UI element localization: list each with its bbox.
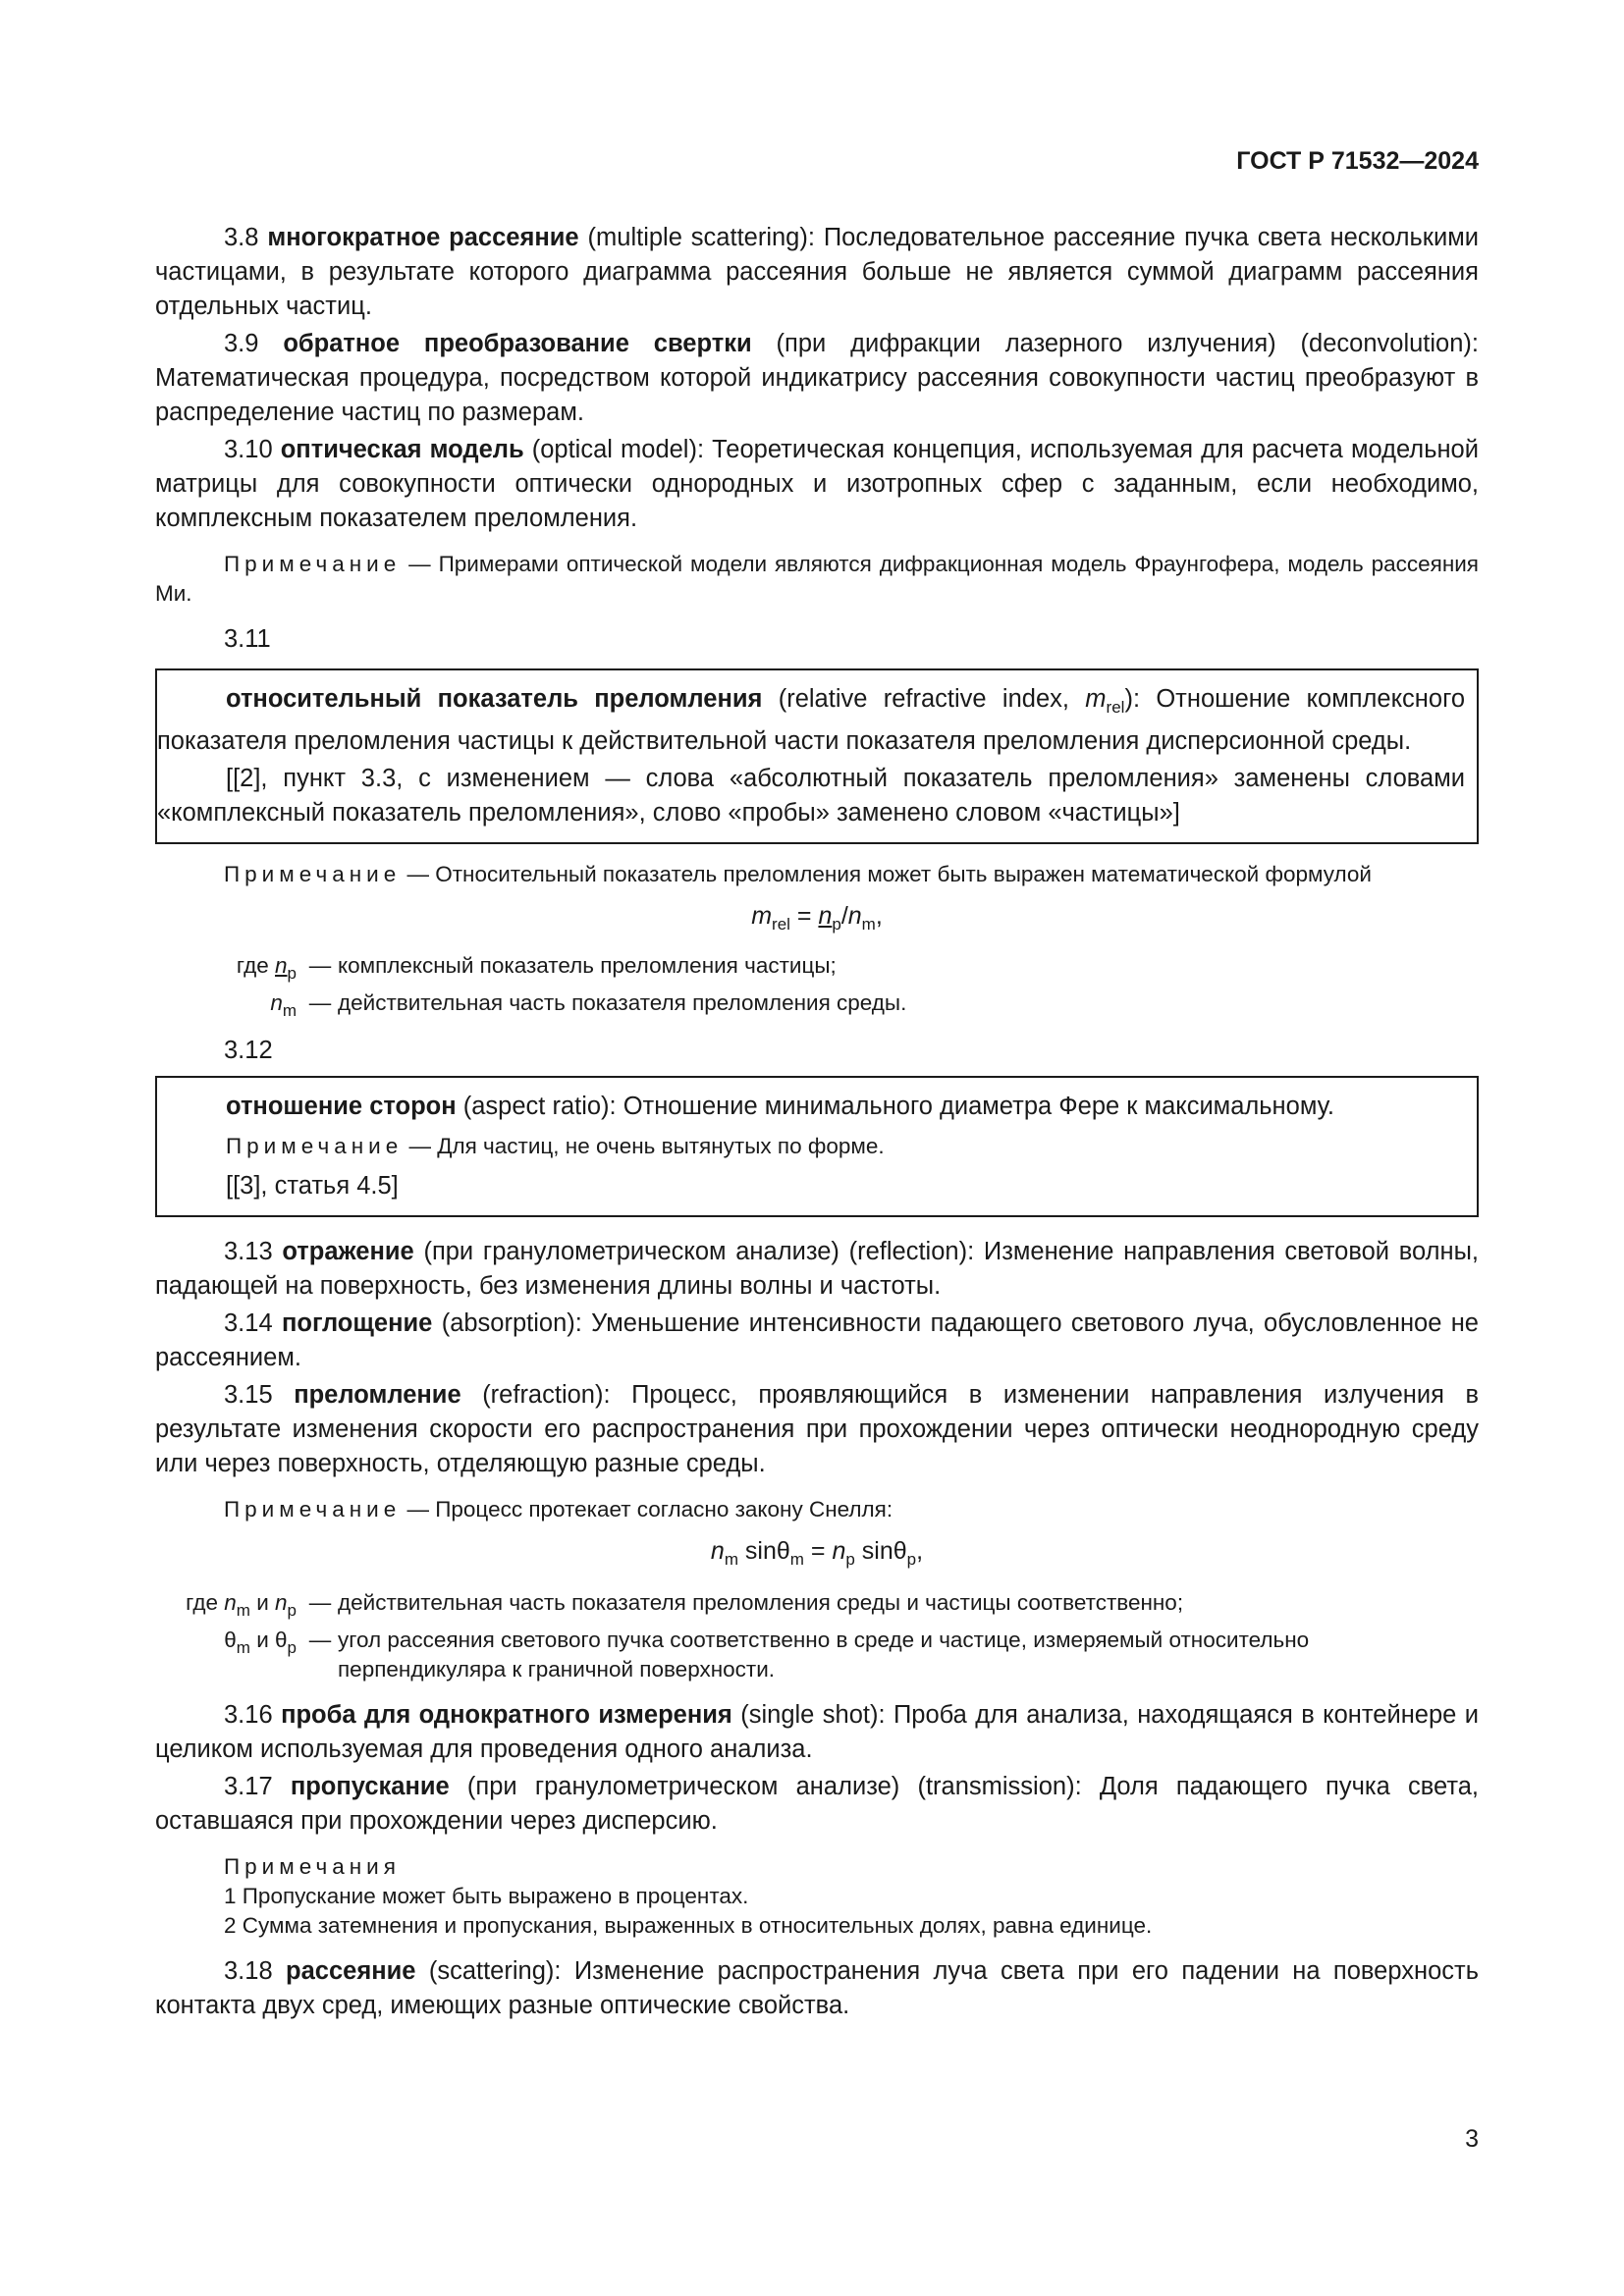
where-list-3-15: где $n_m$ и $n_p$ — действительная часть показателя преломления среды и частицы соответственно; $\theta_m$ и $\theta_p$ — угол рассеяния светового пучка соответственно в среде и частице, измеряемый относительно перпендикуляра к граничной поверхности. (155, 1588, 1479, 1684)
term-3-18: 3.18 рассеяние (scattering): Изменение распространения луча света при его падении на поверхность контакта двух сред, имеющих разные оптические свойства. (155, 1957, 1479, 2019)
term-3-12-note: Примечание — Для частиц, не очень вытянутых по форме. (226, 1134, 885, 1158)
document-header: ГОСТ Р 71532—2024 (1236, 147, 1479, 175)
term-title: преломление (294, 1381, 461, 1409)
formula-snell-law: $n_m$ $\sin\theta_m = n_p$ sinθ$_p$, (710, 1537, 924, 1569)
formula-relative-index: $m_{rel} = n_p/n_m$, (751, 902, 883, 934)
term-3-9: 3.9 обратное преобразование свертки (при дифракции лазерного излучения) (deconvolution): Математическая процедура, посредством которой индикатрису рассеяния совокупности частиц преобразуют в распределение частиц по размерам. (155, 330, 1479, 426)
term-3-16: 3.16 проба для однократного измерения (single shot): Проба для анализа, находящаяся в контейнере и целиком используемая для проведения одного анализа. (155, 1701, 1479, 1763)
where-symbol: где $n_m$ и $n_p$ (186, 1590, 297, 1620)
term-3-15: 3.15 преломление (refraction): Процесс, проявляющийся в изменении направления излучения в результате изменения скорости его распространения при прохождении через оптически неоднородную среду или через поверхность, отделяющую разные среды. (155, 1381, 1480, 1477)
term-3-11-box (155, 668, 1479, 844)
term-title: поглощение (281, 1309, 433, 1337)
note-3-10: Примечание — Примерами оптической модели являются дифракционная модель Фраунгофера, модель рассеяния Ми. (155, 552, 1479, 606)
page-content (155, 221, 1479, 2023)
term-3-11-number: 3.11 (224, 625, 271, 653)
term-3-12-box (155, 1076, 1479, 1217)
term-title: оптическая модель (280, 436, 524, 463)
term-title: проба для однократного измерения (281, 1701, 732, 1729)
term-3-12-number: 3.12 (224, 1037, 273, 1064)
note-3-11: Примечание — Относительный показатель преломления может быть выражен математической формулой (224, 862, 1372, 886)
term-title: отражение (282, 1238, 414, 1265)
notes-3-17 (155, 1852, 1479, 1941)
where-text: действительная часть показателя преломления среды и частицы соответственно; (338, 1590, 1184, 1615)
term-3-12-source: [[3], статья 4.5] (226, 1172, 399, 1200)
where-symbol: $n_m$ (270, 990, 297, 1020)
where-text: комплексный показатель преломления частицы; (338, 953, 837, 978)
notes-label: Примечания (224, 1854, 401, 1879)
term-title: многократное рассеяние (267, 224, 579, 251)
term-title: пропускание (290, 1773, 450, 1800)
term-3-11-source: [[2], пункт 3.3, с изменением — слова «абсолютный показатель преломления» заменены словами «комплексный показатель преломления», слово «пробы» заменено словом «частицы»] (157, 765, 1465, 827)
where-list-3-11: где $n_p$ — комплексный показатель преломления частицы; $n_m$ — действительная часть показателя преломления среды. (155, 951, 1479, 1026)
term-3-17: 3.17 пропускание (при гранулометрическом анализе) (transmission): Доля падающего пучка света, оставшаяся при прохождении через дисперсию. (155, 1773, 1479, 1835)
term-title: обратное преобразование свертки (283, 330, 752, 357)
where-text: действительная часть показателя преломления среды. (338, 990, 907, 1015)
note-item: 2 Сумма затемнения и пропускания, выраженных в относительных долях, равна единице. (224, 1913, 1153, 1938)
term-3-14: 3.14 поглощение (absorption): Уменьшение интенсивности падающего светового луча, обусловленное не рассеянием. (155, 1309, 1479, 1371)
note-item: 1 Пропускание может быть выражено в процентах. (224, 1884, 749, 1908)
note-3-15: Примечание — Процесс протекает согласно закону Снелля: (224, 1497, 893, 1522)
where-symbol: $\theta_m$ и $\theta_p$ (224, 1628, 297, 1657)
term-3-11-definition: относительный показатель преломления (relative refractive index, $m_{rel}$): Отношение комплексного показателя преломления частицы к действительной части показателя преломления дисперсионной среды. (157, 685, 1465, 755)
term-title: относительный показатель преломления (226, 685, 763, 713)
where-symbol: где $n_p$ (236, 953, 297, 983)
term-3-13: 3.13 отражение (при гранулометрическом анализе) (reflection): Изменение направления световой волны, падающей на поверхность, без изменения длины волны и частоты. (155, 1238, 1479, 1300)
term-3-10: 3.10 оптическая модель (optical model): Теоретическая концепция, используемая для расчета модельной матрицы для совокупности оптически однородных и изотропных сфер с заданным, если необходимо, комплексным показателем преломления. (155, 436, 1479, 532)
term-title: отношение сторон (226, 1093, 457, 1120)
term-3-12-definition: отношение сторон (aspect ratio): Отношение минимального диаметра Фере к максимальному. (226, 1093, 1334, 1120)
page-number: 3 (1465, 2125, 1479, 2153)
where-text: угол рассеяния светового пучка соответственно в среде и частице, измеряемый относительно перпендикуляра к граничной поверхности. (338, 1628, 1310, 1682)
term-title: рассеяние (286, 1957, 416, 1985)
term-3-8: 3.8 многократное рассеяние (multiple scattering): Последовательное рассеяние пучка света несколькими частицами, в результате которого диаграмма рассеяния больше не является суммой диаграмм рассеяния отдельных частиц. (155, 224, 1479, 320)
